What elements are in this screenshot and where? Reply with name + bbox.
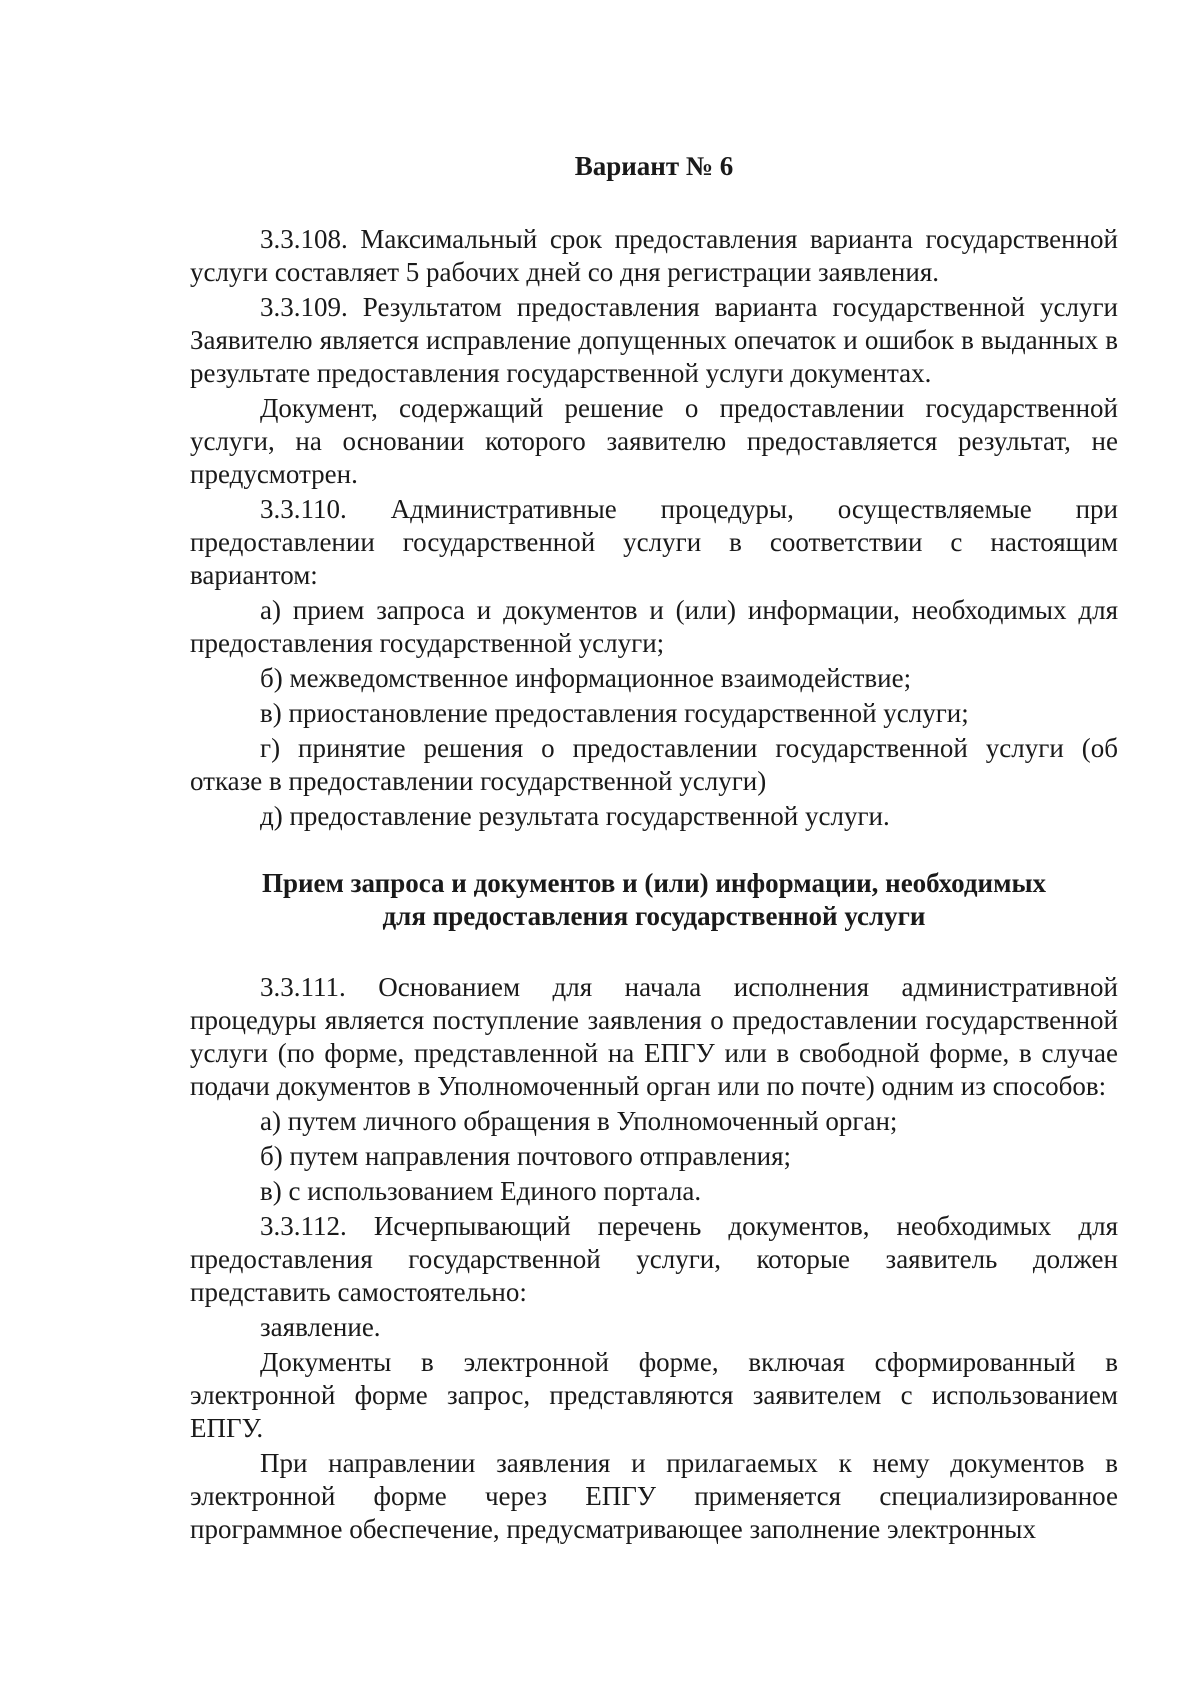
- paragraph-electronic-documents: Документы в электронной форме, включая сформированный в электронной форме запрос, представляются заявителем с использованием ЕПГУ.: [190, 1347, 1118, 1443]
- list-item-d: д) предоставление результата государственной услуги.: [260, 801, 890, 831]
- method-item-b: б) путем направления почтового отправления;: [260, 1141, 792, 1171]
- paragraph-3-3-111: 3.3.111. Основанием для начала исполнения административной процедуры является поступление заявления о предоставлении государственной услуги (по форме, представленной на ЕПГУ или в свободной форме, в случае подачи документов в Уполномоченный орган или по почте) одним из способов:: [190, 972, 1118, 1101]
- paragraph-document-decision: Документ, содержащий решение о предоставлении государственной услуги, на основании которого заявителю предоставляется результат, не предусмотрен.: [190, 393, 1118, 489]
- list-item-a: а) прием запроса и документов и (или) информации, необходимых для предоставления государственной услуги;: [190, 595, 1118, 658]
- paragraph-3-3-109: 3.3.109. Результатом предоставления варианта государственной услуги Заявителю является исправление допущенных опечаток и ошибок в выданных в результате предоставления государственной услуги документах.: [190, 292, 1118, 388]
- section-heading-line1: Прием запроса и документов и (или) информации, необходимых: [261, 868, 1047, 898]
- method-item-a: а) путем личного обращения в Уполномоченный орган;: [260, 1106, 898, 1136]
- method-item-v: в) с использованием Единого портала.: [260, 1176, 702, 1206]
- section-request: [190, 971, 1118, 1546]
- paragraph-3-3-110: 3.3.110. Административные процедуры, осуществляемые при предоставлении государственной услуги в соответствии с настоящим вариантом:: [190, 494, 1118, 590]
- document-page: [190, 150, 1118, 1548]
- section-general: [190, 223, 1118, 833]
- list-item-v: в) приостановление предоставления государственной услуги;: [260, 698, 969, 728]
- paragraph-electronic-submission: При направлении заявления и прилагаемых к нему документов в электронной форме через ЕПГУ применяется специализированное программное обеспечение, предусматривающее заполнение электронных: [190, 1448, 1118, 1544]
- document-item-application: заявление.: [260, 1312, 381, 1342]
- section-heading-line2: для предоставления государственной услуги: [382, 901, 926, 931]
- paragraph-3-3-108: 3.3.108. Максимальный срок предоставления варианта государственной услуги составляет 5 рабочих дней со дня регистрации заявления.: [190, 224, 1118, 287]
- section-heading: [190, 867, 1118, 933]
- document-title: Вариант № 6: [574, 151, 734, 181]
- list-item-g: г) принятие решения о предоставлении государственной услуги (об отказе в предоставлении государственной услуги): [190, 733, 1118, 796]
- list-item-b: б) межведомственное информационное взаимодействие;: [260, 663, 912, 693]
- paragraph-3-3-112: 3.3.112. Исчерпывающий перечень документов, необходимых для предоставления государственной услуги, которые заявитель должен представить самостоятельно:: [190, 1211, 1118, 1307]
